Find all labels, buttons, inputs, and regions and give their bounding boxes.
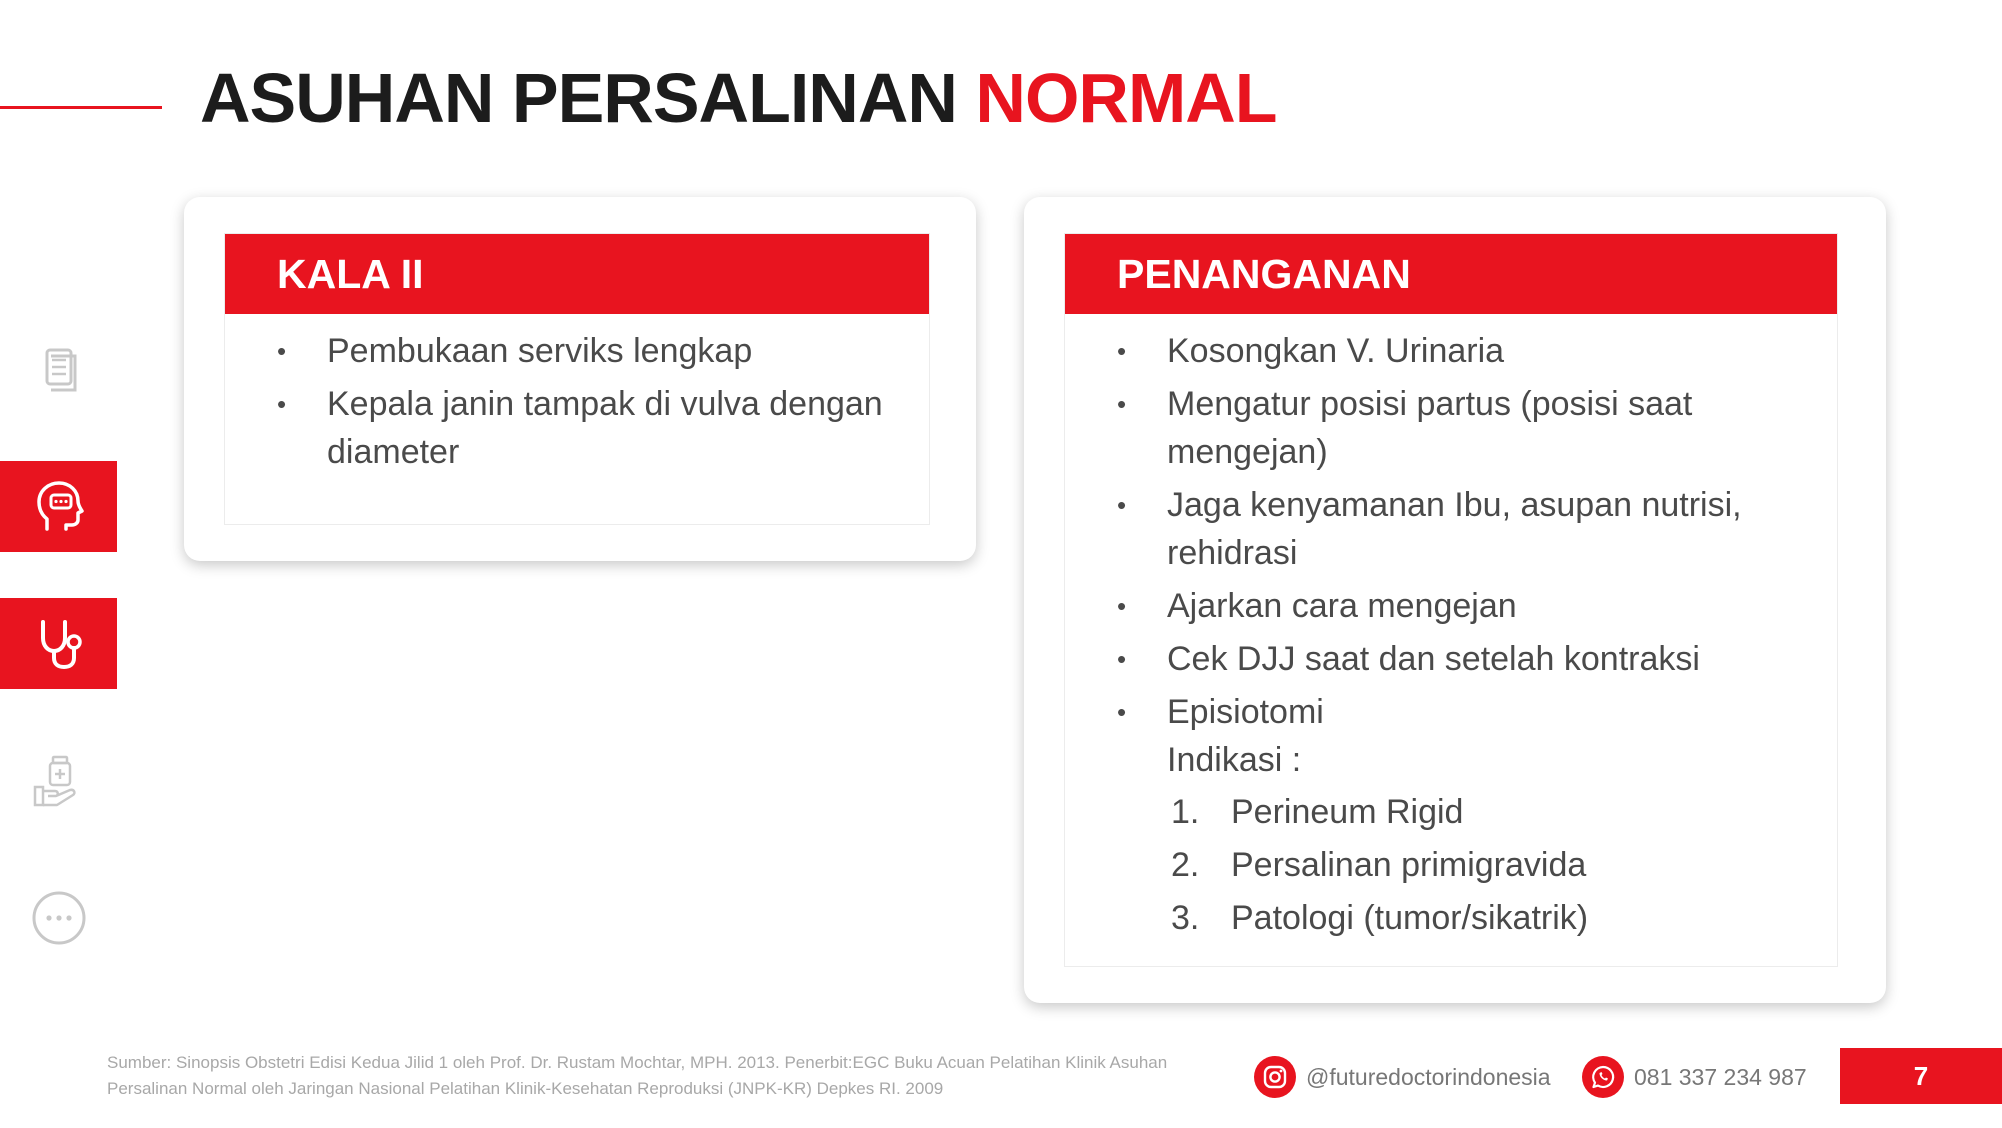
kala-item: • Pembukaan serviks lengkap	[277, 327, 897, 375]
sidebar-more[interactable]	[0, 872, 117, 963]
indikasi-item	[1167, 841, 1817, 889]
penanganan-card-header: PENANGANAN	[1065, 234, 1837, 314]
sidebar-document[interactable]	[0, 324, 117, 415]
penanganan-card	[1024, 197, 1886, 1003]
penanganan-card-body	[1064, 233, 1838, 967]
sidebar-stethoscope[interactable]	[0, 598, 117, 689]
episiotomi-label: • Episiotomi	[1167, 693, 1324, 731]
indikasi-list	[1167, 788, 1817, 942]
whatsapp-contact[interactable]	[1582, 1056, 1807, 1098]
more-dots-icon	[29, 888, 89, 948]
penanganan-item: • Kosongkan V. Urinaria	[1117, 327, 1817, 375]
indikasi-text: Persalinan primigravida	[1231, 846, 1587, 884]
title-main-text: ASUHAN PERSALINAN	[200, 59, 976, 137]
indikasi-number: 1.	[1171, 793, 1200, 831]
kala-list	[277, 327, 897, 481]
penanganan-item: • Ajarkan cara mengejan	[1117, 582, 1817, 630]
penanganan-item: • Jaga kenyamanan Ibu, asupan nutrisi, rehidrasi	[1117, 481, 1817, 577]
instagram-handle: @futuredoctorindonesia	[1306, 1063, 1551, 1090]
indikasi-text: Patologi (tumor/sikatrik)	[1231, 899, 1589, 937]
sidebar-hand-medicine[interactable]	[0, 735, 117, 826]
sidebar-head-speech[interactable]	[0, 461, 117, 552]
instagram-icon	[1254, 1056, 1296, 1098]
hand-medicine-icon	[29, 751, 89, 811]
indikasi-item	[1167, 894, 1817, 942]
page-title	[200, 58, 1277, 138]
penanganan-item-episiotomi	[1117, 688, 1817, 942]
kala-item: • Kepala janin tampak di vulva dengan diameter	[277, 380, 897, 476]
page-number: 7	[1840, 1048, 2002, 1104]
kala-card	[184, 197, 976, 561]
indikasi-number: 3.	[1171, 899, 1200, 937]
title-accent-text: NORMAL	[975, 59, 1277, 137]
title-accent-line	[0, 106, 162, 109]
head-speech-icon	[29, 477, 89, 537]
indikasi-label: Indikasi :	[1167, 741, 1302, 779]
whatsapp-icon	[1582, 1056, 1624, 1098]
stethoscope-icon	[29, 614, 89, 674]
indikasi-text: Perineum Rigid	[1231, 793, 1464, 831]
penanganan-list	[1117, 327, 1817, 947]
indikasi-item	[1167, 788, 1817, 836]
kala-card-body	[224, 233, 930, 525]
indikasi-number: 2.	[1171, 846, 1200, 884]
document-icon	[29, 340, 89, 400]
penanganan-item: • Cek DJJ saat dan setelah kontraksi	[1117, 635, 1817, 683]
penanganan-item: • Mengatur posisi partus (posisi saat mengejan)	[1117, 380, 1817, 476]
source-citation: Sumber: Sinopsis Obstetri Edisi Kedua Jilid 1 oleh Prof. Dr. Rustam Mochtar, MPH. 2013. Penerbit:EGC Buku Acuan Pelatihan Klinik Asuhan Persalinan Normal oleh Jaringan Nasional Pelatihan Klinik-Kesehatan Reproduksi (JNPK-KR) Depkes RI. 2009	[107, 1053, 1168, 1098]
instagram-contact[interactable]	[1254, 1056, 1551, 1098]
phone-number: 081 337 234 987	[1634, 1063, 1807, 1090]
kala-card-header: KALA II	[225, 234, 929, 314]
